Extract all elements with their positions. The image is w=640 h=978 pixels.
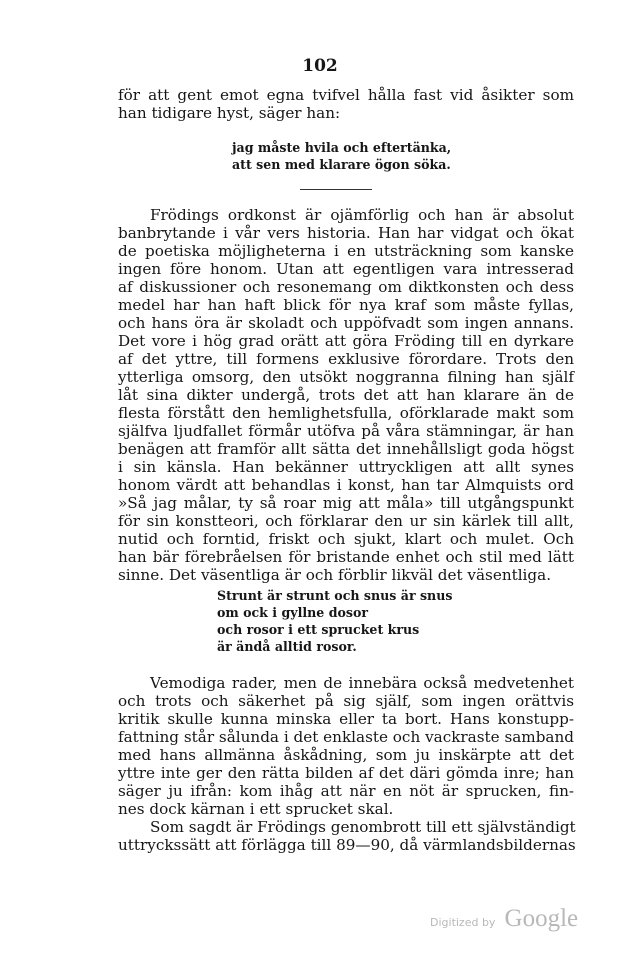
verse-line: om ock i gyllne dosor: [217, 605, 369, 620]
text-line: af det yttre, till formens exklusive förordare. Trots den: [118, 350, 574, 368]
text-line: för att gent emot egna tvifvel hålla fast vid åsikter som: [118, 86, 574, 104]
google-logo-text: Google: [504, 905, 579, 932]
text-line: banbrytande i vår vers historia. Han har vidgat och ökat: [118, 224, 574, 242]
section-divider: [300, 189, 372, 190]
text-line: han tidigare hyst, säger han:: [118, 104, 341, 122]
paragraph-1: [118, 206, 574, 584]
text-line: sinne. Det väsentliga är och förblir likväl det väsentliga.: [118, 566, 552, 584]
text-line: kritik skulle kunna minska eller ta bort. Hans konstupp-: [118, 710, 574, 728]
text-line: flesta förstått den hemlighetsfulla, oförklarade makt som: [118, 404, 574, 422]
paragraph-2: [118, 674, 574, 818]
text-line: Vemodiga rader, men de innebära också medvetenhet: [150, 674, 574, 692]
text-line: de poetiska möjligheterna i en utsträckning som kanske: [118, 242, 574, 260]
verse-quote-2: [217, 587, 452, 655]
text-line: säger ju ifrån: kom ihåg att när en nöt är sprucken, fin-: [118, 782, 574, 800]
verse-line: Strunt är strunt och snus är snus: [217, 588, 453, 603]
verse-quote-1: [232, 139, 451, 173]
text-line: för sin konstteori, och förklarar den ur sin kärlek till allt,: [118, 512, 574, 530]
google-watermark: [430, 905, 578, 933]
text-line: uttryckssätt att förlägga till 89—90, då värmlandsbildernas: [118, 836, 576, 854]
text-line: yttre inte ger den rätta bilden af det däri gömda inre; han: [118, 764, 574, 782]
text-line: med hans allmänna åskådning, som ju inskärpte att det: [118, 746, 574, 764]
text-line: ingen före honom. Utan att egentligen vara intresserad: [118, 260, 574, 278]
text-line: själfva ljudfallet förmår utöfva på våra stämningar, är han: [118, 422, 574, 440]
intro-paragraph: [118, 86, 574, 122]
text-line: af diskussioner och resonemang om diktkonsten och dess: [118, 278, 574, 296]
paragraph-3: [118, 818, 574, 854]
text-line: honom värdt att behandlas i konst, han tar Almquists ord: [118, 476, 574, 494]
text-line: benägen att framför allt sätta det innehållsligt goda högst: [118, 440, 574, 458]
text-line: och trots och säkerhet på sig själf, som ingen orättvis: [118, 692, 574, 710]
page-number: 102: [302, 56, 338, 76]
text-line: medel har han haft blick för nya kraf som måste fyllas,: [118, 296, 574, 314]
verse-line: är ändå alltid rosor.: [217, 639, 357, 654]
text-line: i sin känsla. Han bekänner uttryckligen att allt synes: [118, 458, 574, 476]
text-line: Frödings ordkonst är ojämförlig och han är absolut: [150, 206, 574, 224]
text-line: »Så jag målar, ty så roar mig att måla» till utgångspunkt: [118, 494, 574, 512]
text-line: han bär förebråelsen för bristande enhet och stil med lätt: [118, 548, 574, 566]
watermark-small-text: Digitized by: [430, 916, 496, 929]
text-line: nes dock kärnan i ett sprucket skal.: [118, 800, 394, 818]
text-line: Det vore i hög grad orätt att göra Fröding till en dyrkare: [118, 332, 574, 350]
text-line: Som sagdt är Frödings genombrott till ett självständigt: [150, 818, 576, 836]
verse-line: att sen med klarare ögon söka.: [232, 157, 451, 172]
verse-line: jag måste hvila och eftertänka,: [232, 140, 452, 155]
verse-line: och rosor i ett sprucket krus: [217, 622, 420, 637]
text-line: ytterliga omsorg, den utsökt noggranna filning han själf: [118, 368, 574, 386]
text-line: och hans öra är skoladt och uppöfvadt som ingen annans.: [118, 314, 574, 332]
text-line: låt sina dikter undergå, trots det att han klarare än de: [118, 386, 574, 404]
text-line: nutid och forntid, friskt och sjukt, klart och mulet. Och: [118, 530, 574, 548]
text-line: fattning står sålunda i det enklaste och vackraste samband: [118, 728, 574, 746]
